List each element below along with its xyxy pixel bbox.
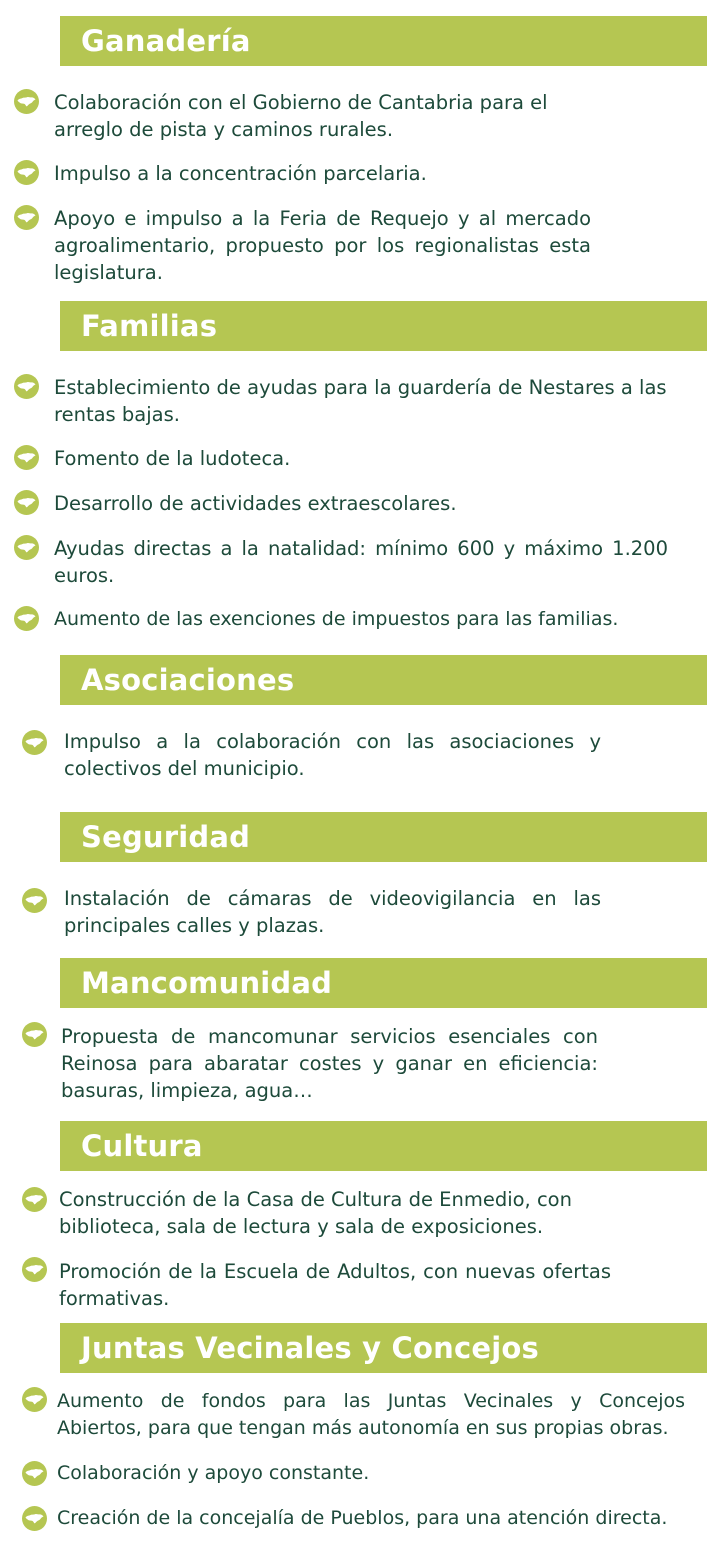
list-item: Colaboración y apoyo constante. (57, 1462, 370, 1484)
section-header-asociaciones (60, 655, 707, 705)
section-title: Asociaciones (81, 663, 295, 697)
section-header-ganaderia (60, 16, 707, 66)
cantabria-map-icon (14, 374, 39, 399)
list-item: Apoyo e impulso a la Feria de Requejo y al mercado agroalimentario, propuesto por los regionalistas esta legislatura. (54, 207, 591, 284)
list-item: Instalación de cámaras de videovigilancia en las principales calles y plazas. (64, 887, 601, 937)
cantabria-map-icon (22, 1506, 47, 1531)
cantabria-map-icon (14, 160, 39, 185)
section-title: Ganadería (81, 24, 251, 58)
section-header-mancomunidad (60, 958, 707, 1008)
list-item: Construcción de la Casa de Cultura de Enmedio, con biblioteca, sala de lectura y sala de exposiciones. (59, 1188, 572, 1238)
section-header-cultura (60, 1121, 707, 1171)
cantabria-map-icon (14, 535, 39, 560)
cantabria-map-icon (22, 1187, 47, 1212)
cantabria-map-icon (14, 445, 39, 470)
cantabria-map-icon (14, 606, 39, 631)
section-title: Juntas Vecinales y Concejos (81, 1331, 539, 1365)
section-title: Seguridad (81, 820, 251, 854)
cantabria-map-icon (14, 490, 39, 515)
list-item: Ayudas directas a la natalidad: mínimo 600 y máximo 1.200 euros. (54, 537, 668, 587)
list-item: Aumento de fondos para las Juntas Vecinales y Concejos Abiertos, para que tengan más autonomía en sus propias obras. (57, 1390, 685, 1439)
list-item: Desarrollo de actividades extraescolares. (54, 492, 457, 515)
cantabria-map-icon (14, 89, 39, 114)
cantabria-map-icon (22, 1461, 47, 1486)
cantabria-map-icon (22, 888, 47, 913)
section-header-juntas (60, 1323, 707, 1373)
list-item: Promoción de la Escuela de Adultos, con nuevas ofertas formativas. (59, 1260, 611, 1310)
section-title: Mancomunidad (81, 966, 333, 1000)
section-header-seguridad (60, 812, 707, 862)
cantabria-map-icon (22, 1387, 47, 1412)
list-item: Creación de la concejalía de Pueblos, para una atención directa. (57, 1507, 668, 1529)
cantabria-map-icon (22, 730, 47, 755)
list-item: Colaboración con el Gobierno de Cantabria para el arreglo de pista y caminos rurales. (54, 91, 548, 141)
list-item: Impulso a la colaboración con las asociaciones y colectivos del municipio. (64, 730, 601, 780)
section-header-familias (60, 301, 707, 351)
list-item: Propuesta de mancomunar servicios esenciales con Reinosa para abaratar costes y ganar en eficiencia: basuras, limpieza, agua… (61, 1025, 598, 1102)
list-item: Fomento de la ludoteca. (54, 447, 291, 470)
list-item: Establecimiento de ayudas para la guardería de Nestares a las rentas bajas. (54, 376, 667, 426)
cantabria-map-icon (22, 1022, 47, 1047)
section-title: Cultura (81, 1129, 203, 1163)
cantabria-map-icon (14, 205, 39, 230)
section-title: Familias (81, 309, 218, 343)
cantabria-map-icon (22, 1257, 47, 1282)
list-item: Aumento de las exenciones de impuestos para las familias. (54, 608, 619, 630)
list-item: Impulso a la concentración parcelaria. (54, 162, 427, 185)
